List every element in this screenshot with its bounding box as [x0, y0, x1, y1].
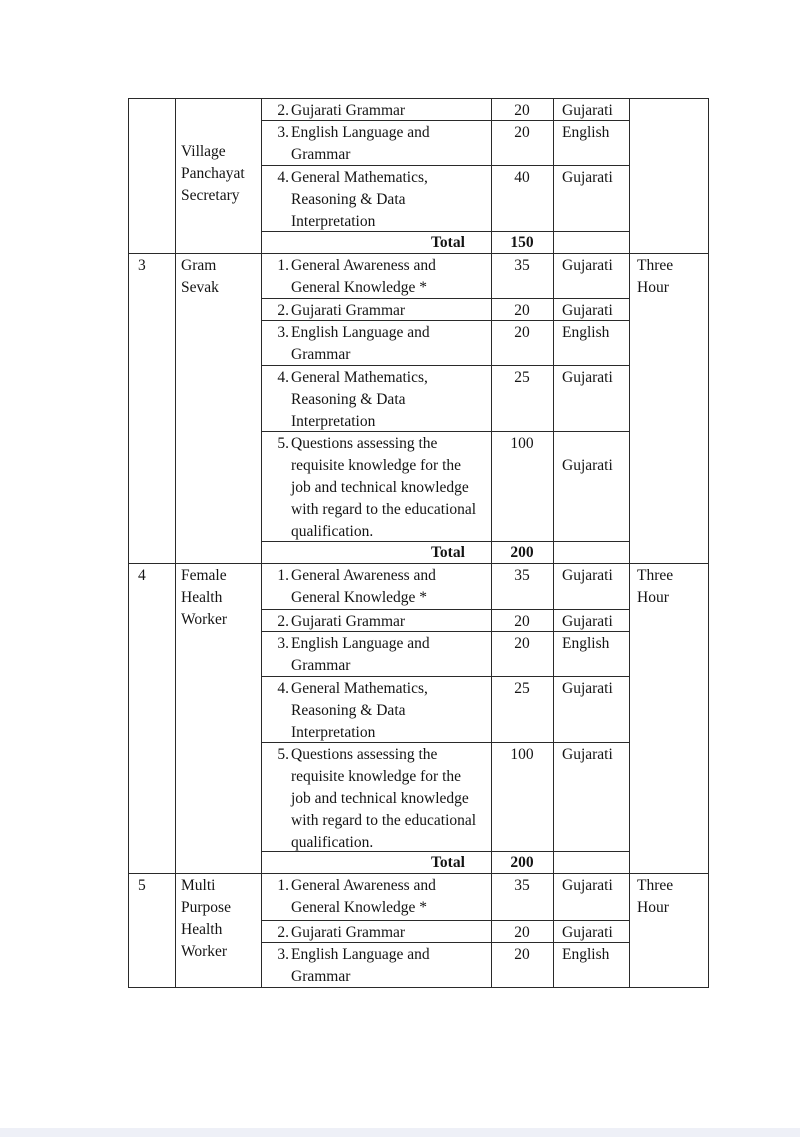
subject-marks: 20 — [514, 924, 530, 941]
exam-duration-line: Hour — [637, 589, 669, 606]
subject-marks: 20 — [514, 613, 530, 630]
subject-text-line: General Knowledge * — [291, 899, 428, 916]
subject-number: 3. — [277, 946, 289, 963]
table-border-horizontal — [128, 98, 709, 99]
table-border-vertical — [175, 98, 176, 987]
table-border-horizontal — [128, 987, 709, 988]
total-label: Total — [431, 544, 465, 561]
subject-medium: Gujarati — [562, 613, 613, 630]
subject-marks: 35 — [514, 567, 530, 584]
subject-text-line: General Awareness and — [291, 877, 436, 894]
subject-number: 3. — [277, 635, 289, 652]
subject-number: 1. — [277, 257, 289, 274]
total-marks: 150 — [510, 234, 534, 251]
subject-text-line: General Knowledge * — [291, 589, 428, 606]
total-label: Total — [431, 234, 465, 251]
subject-number: 1. — [277, 567, 289, 584]
subject-number: 5. — [277, 746, 289, 763]
post-name-line: Worker — [181, 611, 228, 628]
subject-medium: Gujarati — [562, 924, 613, 941]
exam-duration-line: Three — [637, 877, 674, 894]
subject-text-line: Gujarati Grammar — [291, 924, 406, 941]
subject-marks: 20 — [514, 635, 530, 652]
subject-medium: English — [562, 635, 610, 652]
subject-text-line: Reasoning & Data — [291, 702, 406, 719]
page-bottom-edge — [0, 1128, 800, 1137]
table-border-vertical — [128, 98, 129, 987]
post-name-line: Worker — [181, 943, 228, 960]
post-name-line: Purpose — [181, 899, 231, 916]
subject-text-line: Grammar — [291, 146, 351, 163]
serial-number: 5 — [138, 877, 146, 894]
post-name-line: Health — [181, 589, 223, 606]
subject-medium: Gujarati — [562, 877, 613, 894]
subject-text-line: Reasoning & Data — [291, 391, 406, 408]
subject-number: 2. — [277, 924, 289, 941]
subject-marks: 100 — [510, 435, 534, 452]
subject-marks: 25 — [514, 369, 530, 386]
subject-number: 4. — [277, 169, 289, 186]
subject-text-line: Gujarati Grammar — [291, 613, 406, 630]
subject-marks: 25 — [514, 680, 530, 697]
subject-number: 1. — [277, 877, 289, 894]
total-label: Total — [431, 854, 465, 871]
subject-text-line: qualification. — [291, 523, 374, 540]
exam-duration-line: Hour — [637, 279, 669, 296]
subject-text-line: Questions assessing the — [291, 746, 438, 763]
post-name-line: Health — [181, 921, 223, 938]
post-name-line: Panchayat — [181, 165, 245, 182]
subject-medium: English — [562, 946, 610, 963]
subject-text-line: job and technical knowledge — [291, 479, 469, 496]
subject-text-line: Gujarati Grammar — [291, 302, 406, 319]
post-name-line: Village — [181, 143, 226, 160]
subject-medium: Gujarati — [562, 746, 613, 763]
subject-text-line: Gujarati Grammar — [291, 102, 406, 119]
subject-marks: 20 — [514, 124, 530, 141]
subject-medium: Gujarati — [562, 567, 613, 584]
subject-text-line: General Awareness and — [291, 567, 436, 584]
subject-text-line: Questions assessing the — [291, 435, 438, 452]
subject-text-line: Grammar — [291, 657, 351, 674]
subject-marks: 100 — [510, 746, 534, 763]
subject-medium: Gujarati — [562, 302, 613, 319]
serial-number: 3 — [138, 257, 146, 274]
subject-number: 4. — [277, 680, 289, 697]
total-marks: 200 — [510, 544, 534, 561]
subject-text-line: General Mathematics, — [291, 369, 428, 386]
subject-marks: 40 — [514, 169, 530, 186]
exam-duration-line: Three — [637, 567, 674, 584]
subject-text-line: with regard to the educational — [291, 812, 477, 829]
subject-number: 2. — [277, 102, 289, 119]
subject-text-line: Grammar — [291, 346, 351, 363]
serial-number: 4 — [138, 567, 146, 584]
subject-text-line: Interpretation — [291, 213, 376, 230]
post-name-line: Sevak — [181, 279, 219, 296]
subject-text-line: Grammar — [291, 968, 351, 985]
exam-duration-line: Hour — [637, 899, 669, 916]
subject-text-line: Interpretation — [291, 724, 376, 741]
subject-text-line: English Language and — [291, 324, 430, 341]
subject-number: 3. — [277, 124, 289, 141]
subject-number: 2. — [277, 302, 289, 319]
subject-number: 5. — [277, 435, 289, 452]
subject-marks: 20 — [514, 324, 530, 341]
subject-medium: Gujarati — [562, 102, 613, 119]
subject-medium: Gujarati — [562, 457, 613, 474]
subject-text-line: General Awareness and — [291, 257, 436, 274]
subject-medium: Gujarati — [562, 680, 613, 697]
post-name-line: Secretary — [181, 187, 240, 204]
subject-medium: Gujarati — [562, 257, 613, 274]
total-marks: 200 — [510, 854, 534, 871]
subject-marks: 20 — [514, 102, 530, 119]
post-name-line: Gram — [181, 257, 217, 274]
subject-medium: Gujarati — [562, 369, 613, 386]
subject-text-line: English Language and — [291, 124, 430, 141]
subject-number: 4. — [277, 369, 289, 386]
subject-text-line: requisite knowledge for the — [291, 768, 462, 785]
subject-marks: 35 — [514, 257, 530, 274]
subject-marks: 35 — [514, 877, 530, 894]
subject-text-line: General Mathematics, — [291, 680, 428, 697]
subject-text-line: Reasoning & Data — [291, 191, 406, 208]
post-name-line: Female — [181, 567, 227, 584]
table-border-vertical — [708, 98, 709, 987]
subject-marks: 20 — [514, 302, 530, 319]
subject-medium: English — [562, 124, 610, 141]
subject-number: 2. — [277, 613, 289, 630]
subject-number: 3. — [277, 324, 289, 341]
subject-text-line: requisite knowledge for the — [291, 457, 462, 474]
subject-medium: English — [562, 324, 610, 341]
subject-text-line: English Language and — [291, 946, 430, 963]
subject-text-line: Interpretation — [291, 413, 376, 430]
subject-marks: 20 — [514, 946, 530, 963]
subject-text-line: with regard to the educational — [291, 501, 477, 518]
subject-text-line: qualification. — [291, 834, 374, 851]
exam-duration-line: Three — [637, 257, 674, 274]
subject-text-line: job and technical knowledge — [291, 790, 469, 807]
subject-text-line: General Knowledge * — [291, 279, 428, 296]
subject-medium: Gujarati — [562, 169, 613, 186]
subject-text-line: General Mathematics, — [291, 169, 428, 186]
post-name-line: Multi — [181, 877, 216, 894]
subject-text-line: English Language and — [291, 635, 430, 652]
